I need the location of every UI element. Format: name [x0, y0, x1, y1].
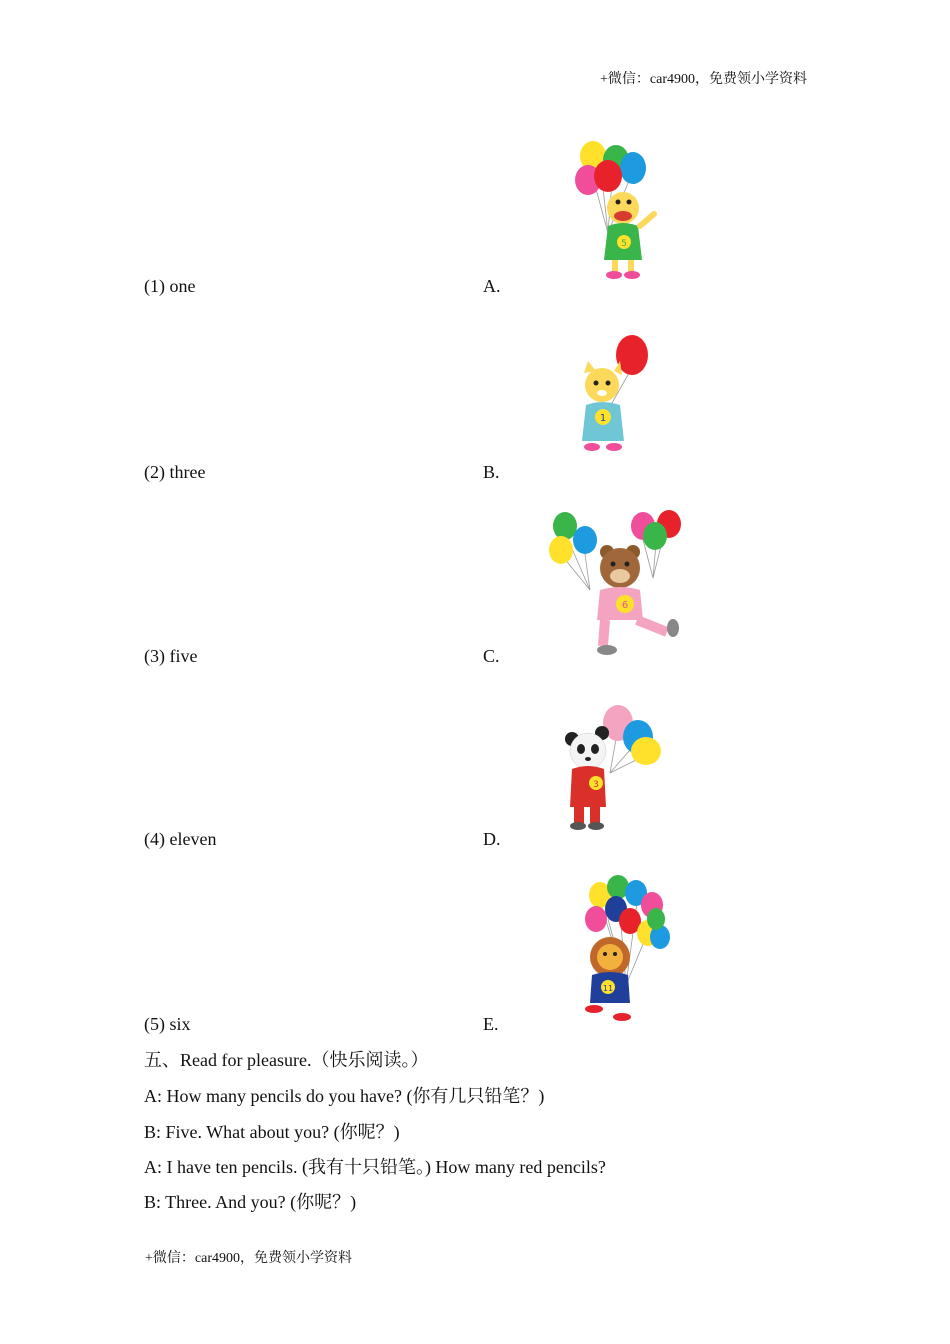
girl-with-balloons-icon [568, 138, 668, 288]
dialogue-line-4: B: Three. And you? (你呢？) [144, 1192, 357, 1212]
svg-text:6: 6 [621, 600, 629, 611]
header-note: +微信：car4900，免费领小学资料 [600, 72, 807, 87]
panda-with-balloons-icon [558, 703, 666, 833]
dialogue-line-3: A: I have ten pencils. (我有十只铅笔。) How many red pencils? [144, 1157, 606, 1177]
match-word-2: (2) three [144, 462, 206, 482]
svg-text:3: 3 [593, 780, 599, 790]
match-letter-e: E. [483, 1014, 499, 1034]
match-letter-b: B. [483, 462, 500, 482]
lion-with-balloons-icon [578, 875, 674, 1025]
svg-text:1: 1 [599, 413, 607, 424]
match-letter-c: C. [483, 646, 500, 666]
bear-with-balloons-icon [545, 508, 687, 658]
match-letter-a: A. [483, 276, 501, 296]
match-word-5: (5) six [144, 1014, 191, 1034]
cat-with-balloon-icon [574, 333, 654, 458]
match-word-3: (3) five [144, 646, 198, 666]
footer-note: +微信：car4900，免费领小学资料 [145, 1251, 352, 1266]
match-word-1: (1) one [144, 276, 196, 296]
match-word-4: (4) eleven [144, 829, 217, 849]
dialogue-line-2: B: Five. What about you? (你呢？) [144, 1122, 400, 1142]
dialogue-line-1: A: How many pencils do you have? (你有几只铅笔？) [144, 1086, 545, 1106]
section-title: 五、Read for pleasure.（快乐阅读。） [144, 1050, 429, 1070]
match-letter-d: D. [483, 829, 501, 849]
svg-text:11: 11 [602, 984, 614, 993]
svg-text:5: 5 [621, 239, 627, 249]
